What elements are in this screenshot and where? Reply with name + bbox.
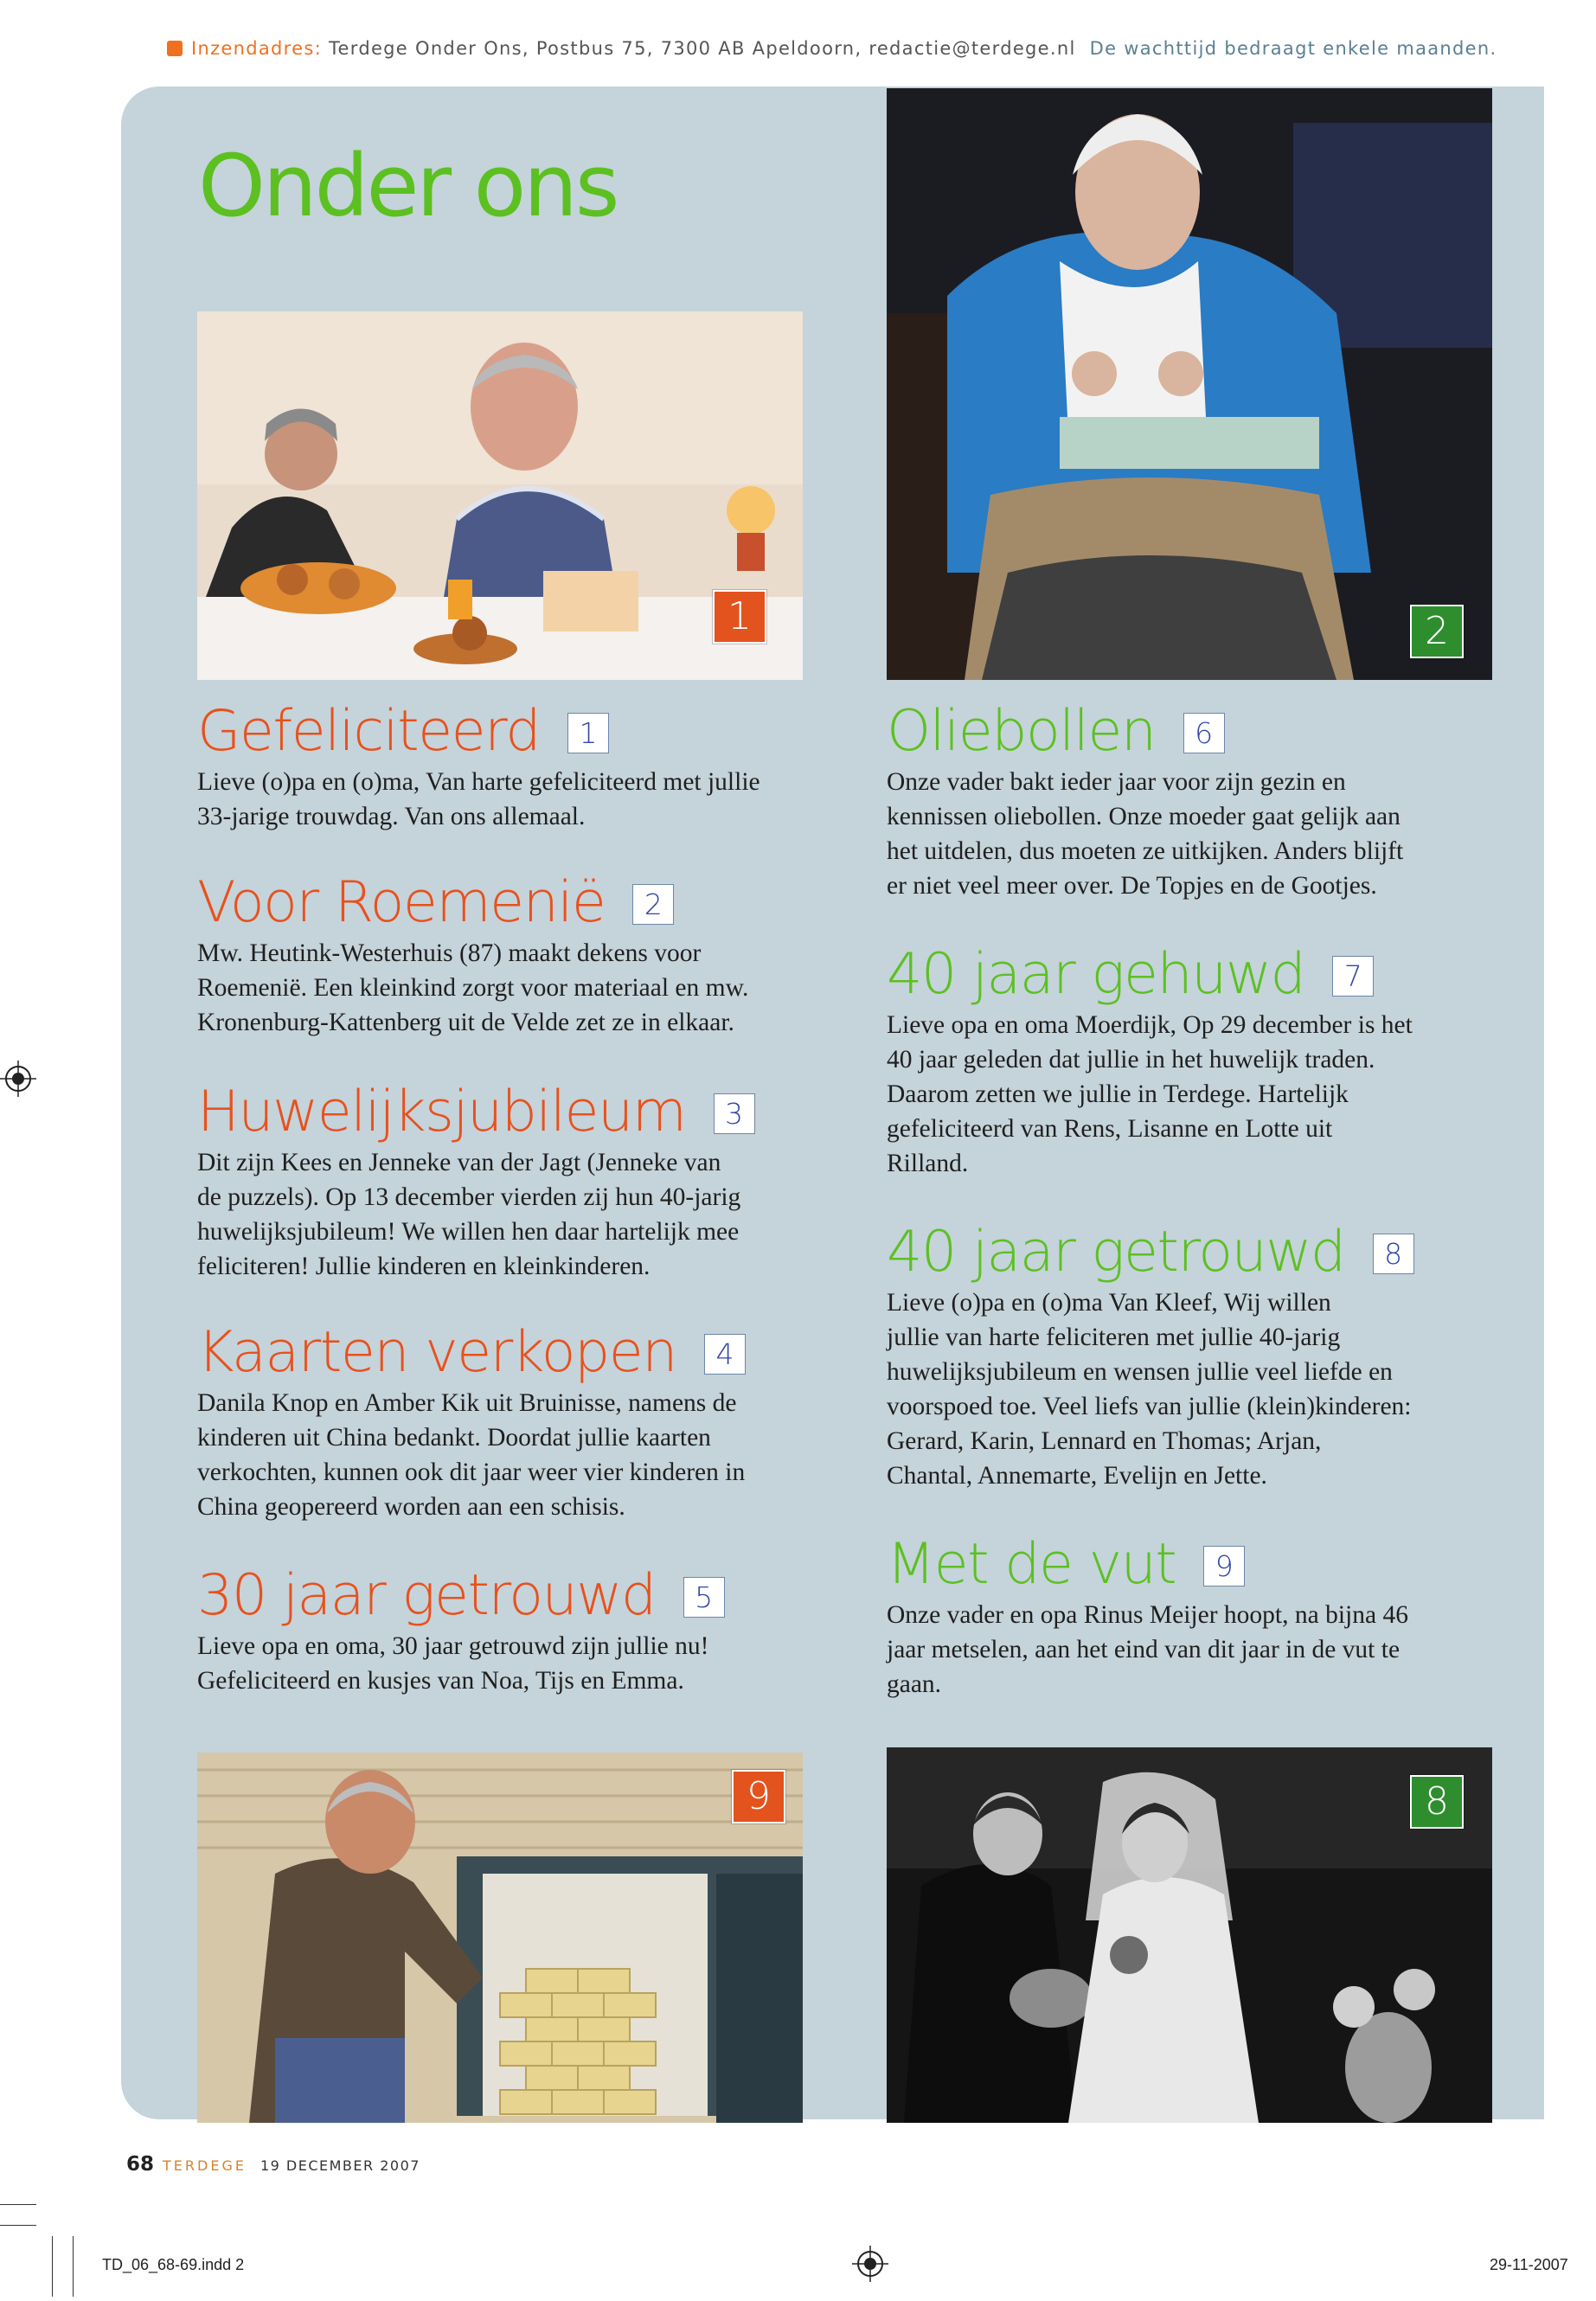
article-40-jaar-gehuwd bbox=[887, 942, 1505, 1181]
article-30-jaar-getrouwd bbox=[197, 1563, 816, 1698]
article-body: Danila Knop en Amber Kik uit Bruinisse, namens de kinderen uit China bedankt. Doordat jullie kaarten verkochten, kunnen ook dit jaar weer vier kinderen in China geopereerd worden aan een schisis. bbox=[197, 1389, 746, 1521]
slug-date: 29-11-2007 bbox=[1490, 2256, 1568, 2273]
crop-mark bbox=[52, 2236, 53, 2297]
photo-badge: 2 bbox=[1410, 605, 1464, 658]
crop-mark bbox=[0, 2204, 36, 2205]
article-body: Dit zijn Kees en Jenneke van der Jagt (Jenneke van de puzzels). Op 13 december vierden zij hun 40-jarig huwelijksjubileum! We willen hen daar hartelijk mee feliciteren! Jullie kinderen en kleinkinderen. bbox=[197, 1149, 741, 1280]
article-oliebollen bbox=[887, 699, 1505, 903]
article-title: Gefeliciteerd 1 bbox=[197, 699, 816, 765]
crop-mark bbox=[73, 2236, 74, 2297]
crop-mark bbox=[0, 2225, 36, 2226]
article-body: Lieve (o)pa en (o)ma Van Kleef, Wij willen jullie van harte feliciteren met jullie 40-jarig huwelijksjubileum en wensen jullie veel liefde en voorspoed toe. Veel liefs van jullie (klein)kinderen: Gerard, Karin, Lennard en Thomas; Arjan, Chantal, Annemarte, Evelijn en Jette. bbox=[887, 1289, 1412, 1490]
article-title: Kaarten verkopen 4 bbox=[197, 1320, 816, 1386]
article-title: Huwelijksjubileum 3 bbox=[197, 1080, 816, 1145]
article-voor-roemenie bbox=[197, 870, 816, 1040]
magazine-name: TERDEGE bbox=[163, 2157, 247, 2174]
article-40-jaar-getrouwd bbox=[887, 1220, 1505, 1493]
page-title: Onder ons bbox=[198, 137, 618, 236]
registration-mark-icon bbox=[0, 1061, 36, 1097]
article-title: Met de vut 9 bbox=[887, 1532, 1505, 1598]
page-footer bbox=[126, 2153, 420, 2176]
article-met-de-vut bbox=[887, 1532, 1505, 1702]
article-body: Onze vader bakt ieder jaar voor zijn gezin en kennissen oliebollen. Onze moeder gaat gelijk aan het uitdelen, dus moeten ze uitkijken. Anders blijft er niet veel meer over. De Topjes en de Gootjes. bbox=[887, 768, 1404, 900]
article-number-box: 1 bbox=[567, 713, 609, 753]
article-number-box: 2 bbox=[632, 884, 674, 925]
couple-breakfast-photo bbox=[197, 311, 803, 680]
registration-mark-icon bbox=[852, 2246, 888, 2282]
article-title: 30 jaar getrouwd 5 bbox=[197, 1563, 816, 1629]
article-title: 40 jaar gehuwd 7 bbox=[887, 942, 1505, 1008]
article-number-box: 9 bbox=[1203, 1546, 1245, 1586]
article-number-box: 5 bbox=[683, 1577, 725, 1618]
article-gefeliciteerd bbox=[197, 699, 816, 834]
orange-square-icon bbox=[167, 41, 183, 56]
waiting-time-note: De wachttijd bedraagt enkele maanden. bbox=[1089, 38, 1497, 59]
article-huwelijksjubileum bbox=[197, 1080, 816, 1284]
article-number-box: 3 bbox=[714, 1093, 755, 1134]
photo-badge: 8 bbox=[1410, 1775, 1464, 1829]
article-number-box: 8 bbox=[1373, 1234, 1414, 1274]
man-bricklaying-photo bbox=[197, 1753, 803, 2123]
wedding-photo bbox=[887, 1747, 1492, 2123]
photo-badge: 1 bbox=[713, 590, 766, 644]
article-body: Lieve opa en oma Moerdijk, Op 29 december is het 40 jaar geleden dat jullie in het huwelijk traden. Daarom zetten we jullie in Terdege. Hartelijk gefeliciteerd van Rens, Lisanne en Lotte uit Rilland. bbox=[887, 1011, 1413, 1177]
article-body: Onze vader en opa Rinus Meijer hoopt, na bijna 46 jaar metselen, aan het eind van dit jaar in de vut te gaan. bbox=[887, 1601, 1408, 1698]
page-number: 68 bbox=[126, 2153, 155, 2176]
article-title: Voor Roemenië 2 bbox=[197, 870, 816, 936]
article-number-box: 4 bbox=[704, 1334, 746, 1375]
woman-knitting-photo bbox=[887, 88, 1492, 680]
article-body: Mw. Heutink-Westerhuis (87) maakt dekens voor Roemenië. Een kleinkind zorgt voor materiaal en mw. Kronenburg-Kattenberg uit de Velde zet ze in elkaar. bbox=[197, 939, 749, 1036]
submission-address-line bbox=[167, 38, 1497, 59]
photo-badge: 9 bbox=[732, 1770, 785, 1823]
article-body: Lieve (o)pa en (o)ma, Van harte gefeliciteerd met jullie 33-jarige trouwdag. Van ons allemaal. bbox=[197, 768, 760, 830]
article-title: 40 jaar getrouwd 8 bbox=[887, 1220, 1505, 1285]
slug-filename: TD_06_68-69.indd 2 bbox=[102, 2256, 245, 2273]
article-number-box: 7 bbox=[1332, 956, 1374, 997]
article-title: Oliebollen 6 bbox=[887, 699, 1505, 765]
article-number-box: 6 bbox=[1183, 713, 1225, 753]
issue-date: 19 DECEMBER 2007 bbox=[260, 2157, 420, 2174]
article-body: Lieve opa en oma, 30 jaar getrouwd zijn jullie nu! Gefeliciteerd en kusjes van Noa, Tijs en Emma. bbox=[197, 1632, 709, 1695]
address-label: Inzendadres: bbox=[191, 38, 322, 59]
article-kaarten-verkopen bbox=[197, 1320, 816, 1524]
address-text: Terdege Onder Ons, Postbus 75, 7300 AB Apeldoorn, redactie@terdege.nl bbox=[322, 38, 1076, 59]
